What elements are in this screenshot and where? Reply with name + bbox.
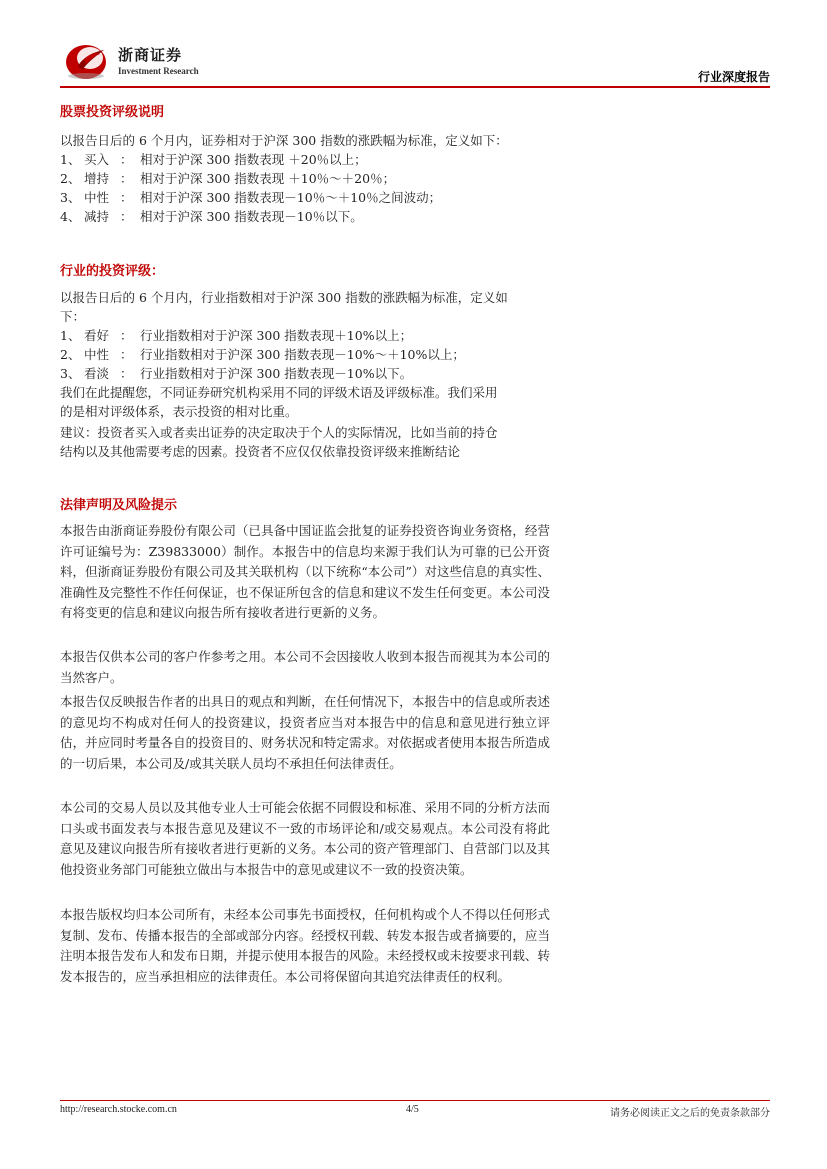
- stock-rating-item: 4、 减持 ： 相对于沪深 300 指数表现－10％以下。: [60, 209, 363, 224]
- stock-rating-item: 3、 中性 ： 相对于沪深 300 指数表现－10％～＋10％之间波动；: [60, 190, 442, 205]
- company-logo: [64, 38, 199, 82]
- industry-rating-intro-cont: 下：: [60, 309, 86, 324]
- report-type-label: 行业深度报告: [697, 70, 770, 84]
- rating-note-line: 我们在此提醒您，不同证券研究机构采用不同的评级术语及评级标准。我们采用: [60, 385, 498, 400]
- footer-divider: [60, 1100, 770, 1101]
- industry-rating-item: 3、 看淡 ： 行业指数相对于沪深 300 指数表现－10%以下。: [60, 366, 413, 381]
- industry-rating-title: 行业的投资评级：: [60, 264, 165, 279]
- industry-rating-item: 1、 看好 ： 行业指数相对于沪深 300 指数表现＋10%以上；: [60, 328, 413, 343]
- rating-note-line: 的是相对评级体系，表示投资的相对比重。: [60, 404, 298, 419]
- rating-note-line: 结构以及其他需要考虑的因素。投资者不应仅仅依靠投资评级来推断结论: [60, 444, 461, 459]
- industry-rating-intro: 以报告日后的 6 个月内，行业指数相对于沪深 300 指数的涨跌幅为标准，定义如: [60, 290, 508, 305]
- legal-paragraph: 本报告仅反映报告作者的出具日的观点和判断，在任何情况下，本报告中的信息或所表述的意见均不构成对任何人的投资建议，投资者应当对本报告中的信息和意见进行独立评估，并应同时考量各自的投资目的、财务状况和特定需求。对依据或者使用本报告所造成的一切后果，本公司及/或其关联人员均不承担任何法律责任。: [60, 694, 550, 771]
- stock-rating-title: 股票投资评级说明: [60, 105, 165, 120]
- page-number: 4/5: [406, 1104, 419, 1115]
- legal-paragraph: 本报告由浙商证券股份有限公司（已具备中国证监会批复的证券投资咨询业务资格，经营许可证编号为：Z39833000）制作。本报告中的信息均来源于我们认为可靠的已公开资料，但浙商证券股份有限公司及其关联机构（以下统称“本公司”）对这些信息的真实性、准确性及完整性不作任何保证，也不保证所包含的信息和建议不发生任何变更。本公司没有将变更的信息和建议向报告所有接收者进行更新的义务。: [60, 523, 550, 620]
- page-header: [60, 36, 770, 86]
- logo-chinese-name: 浙商证券: [118, 46, 183, 64]
- legal-paragraph: 本报告仅供本公司的客户作参考之用。本公司不会因接收人收到本报告而视其为本公司的当然客户。: [60, 649, 550, 685]
- legal-paragraph: 本报告版权均归本公司所有，未经本公司事先书面授权，任何机构或个人不得以任何形式复制、发布、传播本报告的全部或部分内容。经授权刊载、转发本报告或者摘要的，应当注明本报告发布人和发布日期，并提示使用本报告的风险。未经授权或未按要求刊载、转发本报告的，应当承担相应的法律责任。本公司将保留向其追究法律责任的权利。: [60, 907, 550, 984]
- footer-disclaimer: 请务必阅读正文之后的免责条款部分: [610, 1108, 770, 1119]
- logo-emblem-icon: [64, 38, 114, 82]
- stock-rating-intro: 以报告日后的 6 个月内，证券相对于沪深 300 指数的涨跌幅为标准，定义如下：: [60, 133, 508, 148]
- legal-title: 法律声明及风险提示: [60, 498, 178, 513]
- header-divider: [60, 86, 770, 88]
- stock-rating-item: 2、 增持 ： 相对于沪深 300 指数表现 ＋10％～＋20％；: [60, 171, 396, 186]
- footer-url[interactable]: http://research.stocke.com.cn: [60, 1104, 177, 1115]
- stock-rating-item: 1、 买入 ： 相对于沪深 300 指数表现 ＋20％以上；: [60, 152, 367, 167]
- industry-rating-item: 2、 中性 ： 行业指数相对于沪深 300 指数表现－10%～＋10%以上；: [60, 347, 465, 362]
- legal-paragraph: 本公司的交易人员以及其他专业人士可能会依据不同假设和标准、采用不同的分析方法而口头或书面发表与本报告意见及建议不一致的市场评论和/或交易观点。本公司没有将此意见及建议向报告所有接收者进行更新的义务。本公司的资产管理部门、自营部门以及其他投资业务部门可能独立做出与本报告中的意见或建议不一致的投资决策。: [60, 800, 550, 877]
- rating-note-line: 建议：投资者买入或者卖出证券的决定取决于个人的实际情况，比如当前的持仓: [60, 425, 498, 440]
- logo-english-name: Investment Research: [118, 66, 199, 76]
